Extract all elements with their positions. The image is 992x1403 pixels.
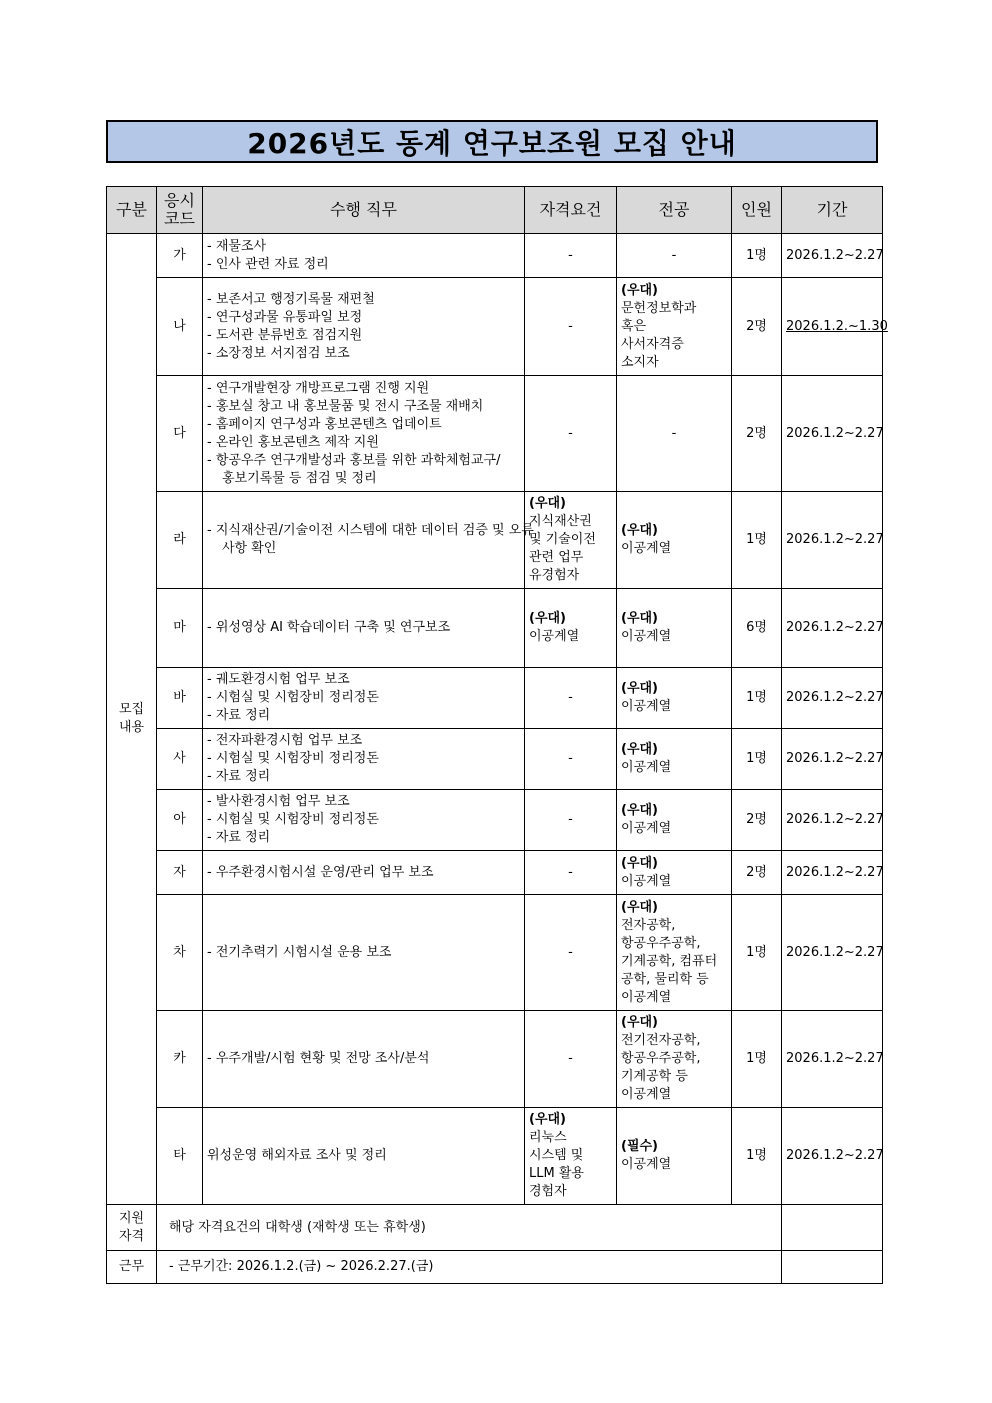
duty-line: - 우주환경시험시설 운영/관리 업무 보조 <box>207 864 434 880</box>
eligibility-label: 지원 자격 <box>107 1205 157 1251</box>
eligibility-row <box>107 1205 883 1251</box>
duty-line: - 전자파환경시험 업무 보조 <box>207 733 363 748</box>
header-major: 전공 <box>617 187 732 234</box>
duties-cell <box>203 589 525 668</box>
duty-line: - 발사환경시험 업무 보조 <box>207 794 350 809</box>
table-row <box>107 376 883 492</box>
major-cell: (우대) 이공계열 <box>617 492 732 589</box>
table-row <box>107 851 883 895</box>
header-period: 기간 <box>782 187 883 234</box>
table-row <box>107 668 883 729</box>
duties-cell <box>203 895 525 1011</box>
duty-line: - 자료 정리 <box>207 708 271 723</box>
work-row <box>107 1251 883 1284</box>
major-cell: (우대) 이공계열 <box>617 729 732 790</box>
duties-cell <box>203 1108 525 1205</box>
page-title-box <box>106 120 878 163</box>
period-cell: 2026.1.2~2.27 <box>782 1108 883 1205</box>
duty-line: - 인사 관련 자료 정리 <box>207 256 329 272</box>
duty-line: - 궤도환경시험 업무 보조 <box>207 672 350 687</box>
qualification-cell: (우대) 지식재산권 및 기술이전 관련 업무 유경험자 <box>525 492 617 589</box>
code-cell: 라 <box>157 492 203 589</box>
table-row <box>107 589 883 668</box>
headcount-cell: 1명 <box>732 668 782 729</box>
duties-cell <box>203 790 525 851</box>
duty-line: - 온라인 홍보콘텐츠 제작 지원 <box>207 434 379 450</box>
table-row <box>107 234 883 278</box>
code-cell: 가 <box>157 234 203 278</box>
duty-line: - 도서관 분류번호 점검지원 <box>207 327 363 343</box>
code-cell: 아 <box>157 790 203 851</box>
headcount-cell: 1명 <box>732 1108 782 1205</box>
duty-line: 사항 확인 <box>222 541 277 556</box>
duties-cell <box>203 668 525 729</box>
header-code: 응시 코드 <box>157 187 203 234</box>
code-cell: 다 <box>157 376 203 492</box>
period-cell: 2026.1.2~2.27 <box>782 668 883 729</box>
qualification-cell: - <box>525 790 617 851</box>
qualification-cell: - <box>525 1011 617 1108</box>
duties-cell <box>203 234 525 278</box>
duties-cell <box>203 851 525 895</box>
headcount-cell: 2명 <box>732 851 782 895</box>
code-cell: 자 <box>157 851 203 895</box>
code-cell: 사 <box>157 729 203 790</box>
duty-line: 위성운영 해외자료 조사 및 정리 <box>207 1148 387 1163</box>
period-cell: 2026.1.2~2.27 <box>782 1011 883 1108</box>
table-row <box>107 1108 883 1205</box>
major-cell: (우대) 이공계열 <box>617 851 732 895</box>
header-headcount: 인원 <box>732 187 782 234</box>
duty-line: - 자료 정리 <box>207 830 271 845</box>
duty-line: - 홈페이지 연구성과 홍보콘텐츠 업데이트 <box>207 416 442 432</box>
headcount-cell: 2명 <box>732 376 782 492</box>
qualification-cell: - <box>525 729 617 790</box>
header-duties: 수행 직무 <box>203 187 525 234</box>
work-empty <box>782 1251 883 1284</box>
duties-cell <box>203 492 534 589</box>
duty-line: - 홍보실 창고 내 홍보물품 및 전시 구조물 재배치 <box>207 398 484 414</box>
duty-line: 홍보기록물 등 점검 및 정리 <box>222 470 377 486</box>
code-cell: 마 <box>157 589 203 668</box>
headcount-cell: 2명 <box>732 278 782 376</box>
period-cell: 2026.1.2~2.27 <box>782 729 883 790</box>
category-cell: 모집 내용 <box>107 234 157 1205</box>
table-row <box>107 278 883 376</box>
table-row <box>107 790 883 851</box>
major-cell: (우대) 이공계열 <box>617 668 732 729</box>
work-text: - 근무기간: 2026.1.2.(금) ~ 2026.2.27.(금) <box>157 1251 782 1284</box>
major-cell: (우대) 전기전자공학, 항공우주공학, 기계공학 등 이공계열 <box>617 1011 732 1108</box>
eligibility-empty <box>782 1205 883 1251</box>
duty-line: - 시험실 및 시험장비 정리정돈 <box>207 751 379 766</box>
duties-cell <box>203 278 525 376</box>
header-category: 구분 <box>107 187 157 234</box>
duty-line: - 위성영상 AI 학습데이터 구축 및 연구보조 <box>207 620 451 635</box>
headcount-cell: 1명 <box>732 729 782 790</box>
headcount-cell: 1명 <box>732 895 782 1011</box>
period-cell: 2026.1.2~2.27 <box>782 895 883 1011</box>
period-cell: 2026.1.2~2.27 <box>782 589 883 668</box>
headcount-cell: 2명 <box>732 790 782 851</box>
code-cell: 나 <box>157 278 203 376</box>
page-title: 2026년도 동계 연구보조원 모집 안내 <box>247 126 737 160</box>
qualification-cell: - <box>525 278 617 376</box>
duty-line: - 시험실 및 시험장비 정리정돈 <box>207 690 379 705</box>
qualification-cell: (우대) 이공계열 <box>525 589 617 668</box>
duties-cell <box>203 729 525 790</box>
duty-line: - 소장정보 서지점검 보조 <box>207 345 350 361</box>
recruitment-table <box>106 186 888 1284</box>
work-label: 근무 <box>107 1251 157 1284</box>
qualification-cell: - <box>525 234 617 278</box>
duty-line: - 재물조사 <box>207 238 267 254</box>
headcount-cell: 1명 <box>732 234 782 278</box>
period-cell: 2026.1.2~2.27 <box>782 376 883 492</box>
table-row <box>107 1011 883 1108</box>
period-cell: 2026.1.2~2.27 <box>782 851 883 895</box>
major-cell: (필수) 이공계열 <box>617 1108 732 1205</box>
code-cell: 바 <box>157 668 203 729</box>
code-cell: 타 <box>157 1108 203 1205</box>
code-cell: 카 <box>157 1011 203 1108</box>
period-cell: 2026.1.2.~1.30 <box>782 278 883 376</box>
major-cell: (우대) 이공계열 <box>617 589 732 668</box>
qualification-cell: - <box>525 895 617 1011</box>
qualification-cell: (우대) 리눅스 시스템 및 LLM 활용 경험자 <box>525 1108 617 1205</box>
qualification-cell: - <box>525 668 617 729</box>
duty-line: - 자료 정리 <box>207 769 271 784</box>
major-cell: - <box>617 234 732 278</box>
duty-line: - 항공우주 연구개발성과 홍보를 위한 과학체험교구/ <box>207 452 501 468</box>
table-row <box>107 895 883 1011</box>
eligibility-text: 해당 자격요건의 대학생 (재학생 또는 휴학생) <box>157 1205 782 1251</box>
headcount-cell: 1명 <box>732 492 782 589</box>
duty-line: - 연구성과물 유통파일 보정 <box>207 309 363 325</box>
code-cell: 차 <box>157 895 203 1011</box>
header-qualification: 자격요건 <box>525 187 617 234</box>
major-cell: - <box>617 376 732 492</box>
qualification-cell: - <box>525 376 617 492</box>
duties-cell <box>203 1011 525 1108</box>
duty-line: - 전기추력기 시험시설 운용 보조 <box>207 944 392 960</box>
duty-line: - 연구개발현장 개방프로그램 진행 지원 <box>207 380 430 396</box>
major-cell: (우대) 전자공학, 항공우주공학, 기계공학, 컴퓨터 공학, 물리학 등 이공계열 <box>617 895 732 1011</box>
duty-line: - 보존서고 행정기록물 재편철 <box>207 291 375 307</box>
table-row <box>107 492 883 589</box>
major-cell: (우대) 이공계열 <box>617 790 732 851</box>
headcount-cell: 1명 <box>732 1011 782 1108</box>
table-row <box>107 729 883 790</box>
header-row <box>107 187 883 234</box>
headcount-cell: 6명 <box>732 589 782 668</box>
duties-cell <box>203 376 525 492</box>
duty-line: - 우주개발/시험 현황 및 전망 조사/분석 <box>207 1051 430 1066</box>
duty-line: - 지식재산권/기술이전 시스템에 대한 데이터 검증 및 오류 <box>207 523 534 538</box>
duty-line: - 시험실 및 시험장비 정리정돈 <box>207 812 379 827</box>
major-cell: (우대) 문헌정보학과 혹은 사서자격증 소지자 <box>617 278 732 376</box>
period-cell: 2026.1.2~2.27 <box>782 234 883 278</box>
period-cell: 2026.1.2~2.27 <box>782 492 883 589</box>
qualification-cell: - <box>525 851 617 895</box>
period-cell: 2026.1.2~2.27 <box>782 790 883 851</box>
